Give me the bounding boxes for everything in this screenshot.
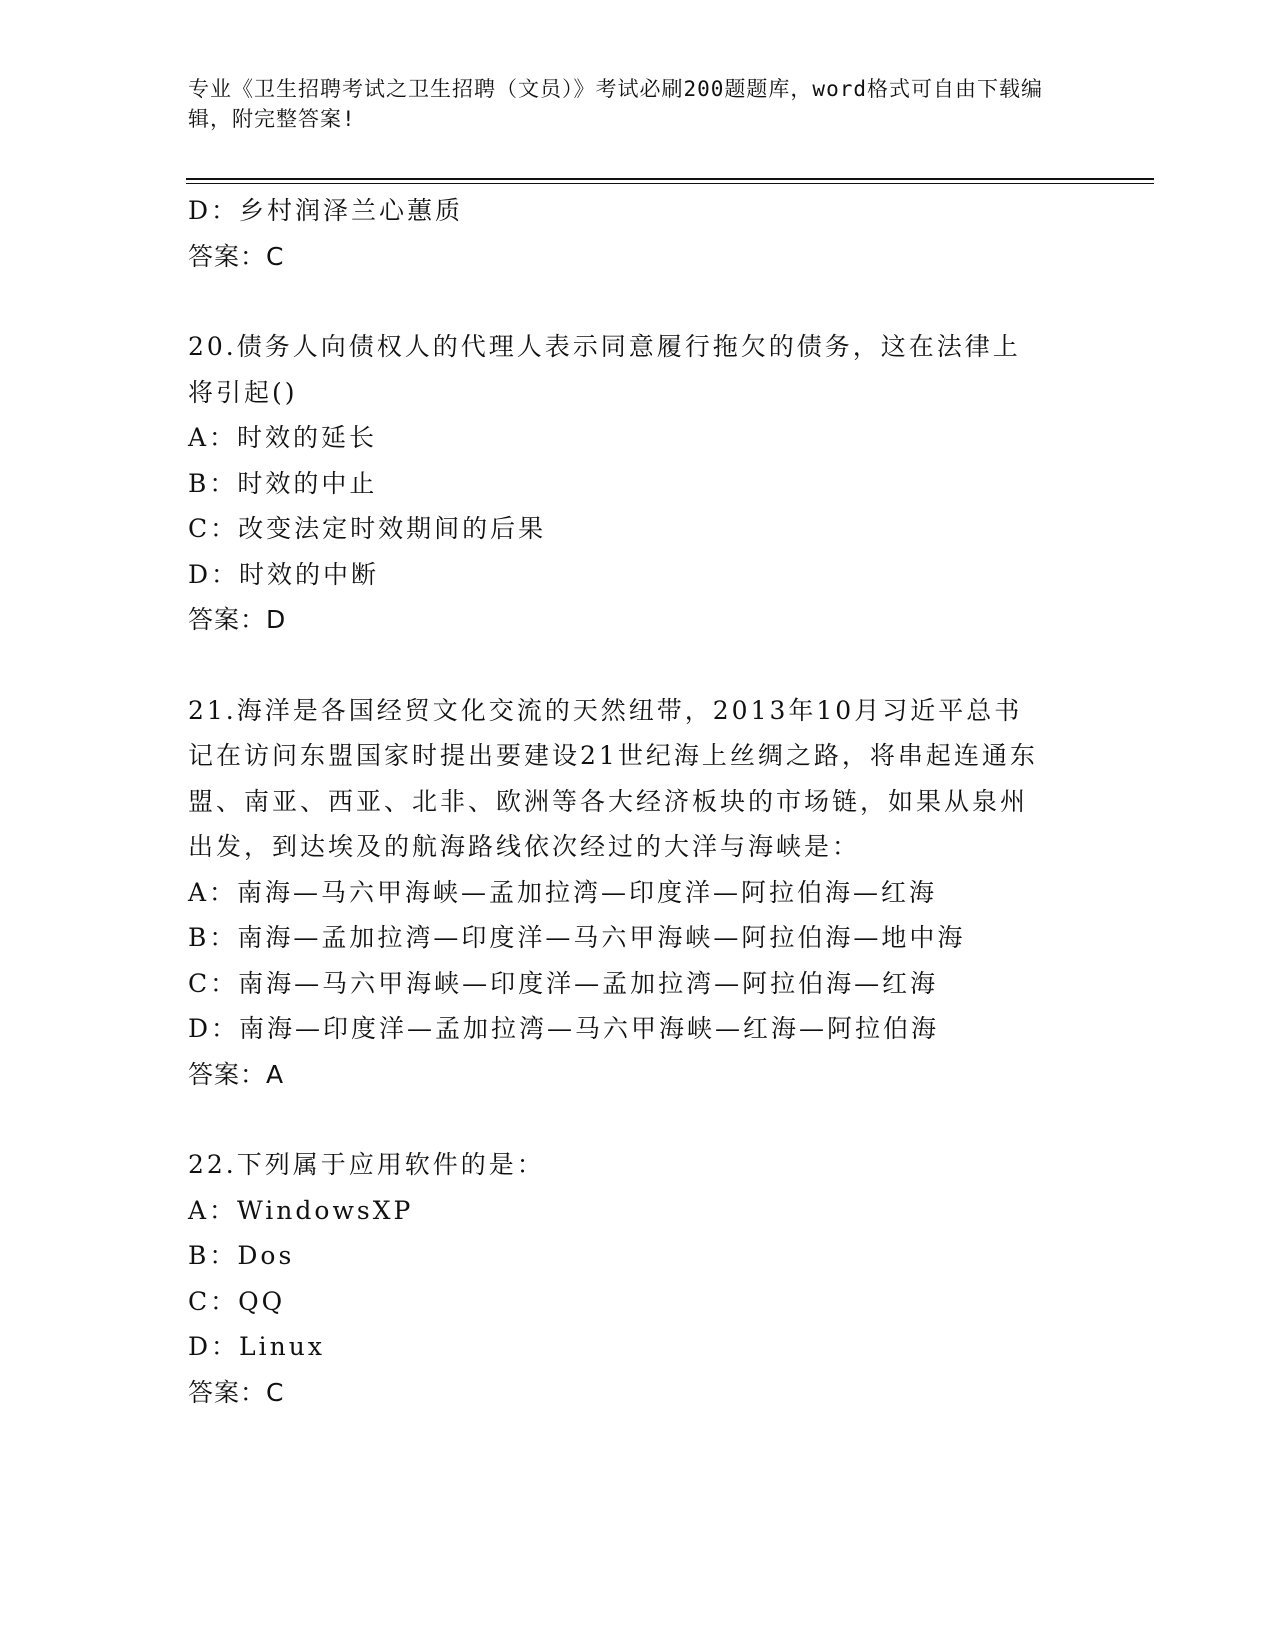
question-stem: 20.债务人向债权人的代理人表示同意履行拖欠的债务，这在法律上将引起() [188, 332, 1021, 407]
spacer [188, 279, 1088, 324]
answer: 答案：A [188, 1059, 285, 1089]
spacer [188, 1097, 1088, 1142]
option-d: D：时效的中断 [188, 559, 380, 589]
option-d: D：南海—印度洋—孟加拉湾—马六甲海峡—红海—阿拉伯海 [188, 1014, 940, 1043]
question-stem: 21.海洋是各国经贸文化交流的天然纽带，2013年10月习近平总书记在访问东盟国家时提出要建设21世纪海上丝绸之路，将串起连通东盟、南亚、西亚、北非、欧洲等各大经济板块的市场链，如果从泉州出发，到达埃及的航海路线依次经过的大洋与海峡是： [188, 695, 1038, 861]
option-b: B：时效的中止 [188, 468, 378, 498]
question-stem: 22.下列属于应用软件的是： [188, 1150, 545, 1179]
option-b: B：Dos [188, 1241, 295, 1270]
option-a: A：WindowsXP [188, 1195, 414, 1225]
header-rule-thick [186, 178, 1154, 180]
question-21 [188, 688, 1088, 1098]
answer: 答案：C [188, 1377, 285, 1407]
option-c: C：改变法定时效期间的后果 [188, 514, 547, 543]
prev-answer: 答案：C [188, 241, 285, 271]
document-header: 专业《卫生招聘考试之卫生招聘（文员）》考试必刷200题题库，word格式可自由下载编辑，附完整答案! [188, 77, 1043, 131]
option-c: C：南海—马六甲海峡—印度洋—孟加拉湾—阿拉伯海—红海 [188, 968, 939, 998]
prev-option-d: D：乡村润泽兰心蕙质 [188, 196, 464, 225]
option-c: C：QQ [188, 1286, 286, 1316]
spacer [188, 643, 1088, 688]
option-b: B：南海—孟加拉湾—印度洋—马六甲海峡—阿拉伯海—地中海 [188, 923, 966, 952]
document-body [188, 188, 1088, 1415]
question-20 [188, 324, 1088, 643]
option-d: D：Linux [188, 1332, 325, 1361]
option-a: A：时效的延长 [188, 423, 378, 452]
header-rule-thin [186, 183, 1154, 184]
answer: 答案：D [188, 605, 287, 634]
question-22 [188, 1142, 1088, 1415]
option-a: A：南海—马六甲海峡—孟加拉湾—印度洋—阿拉伯海—红海 [188, 877, 938, 907]
